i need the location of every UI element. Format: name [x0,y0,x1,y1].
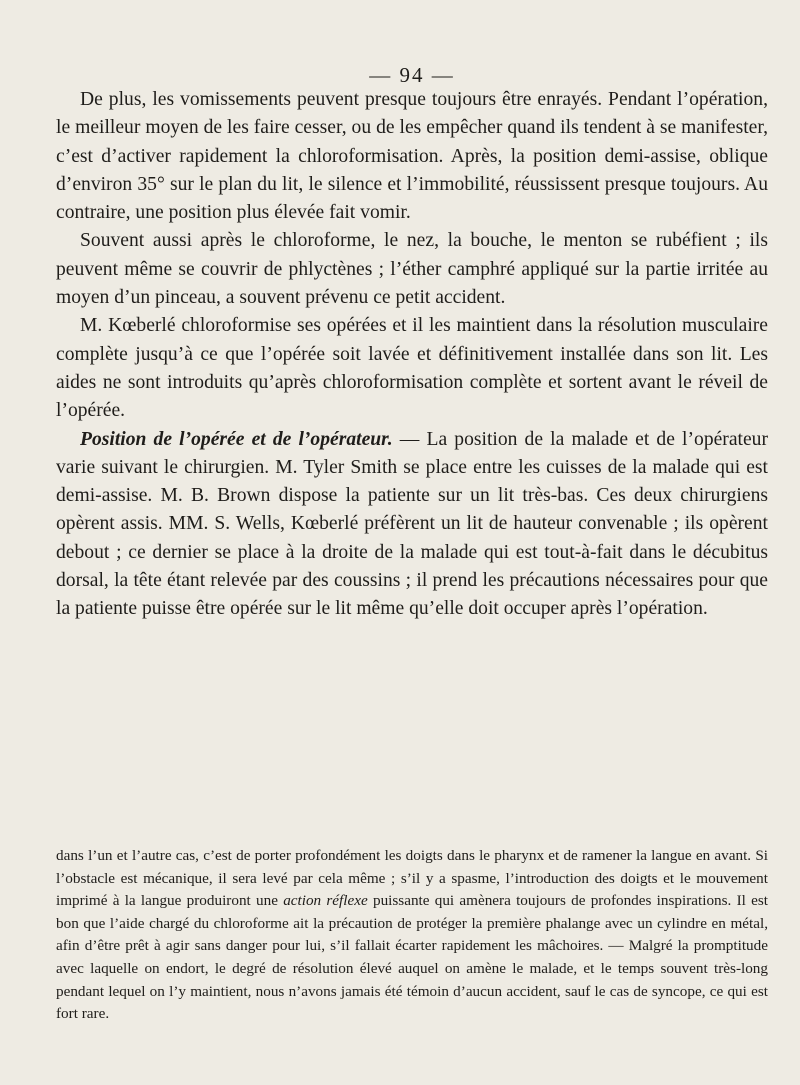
footnote [56,845,768,1026]
main-text [56,86,768,624]
footnote-paragraph [56,845,768,1026]
paragraph-koeberle-method: M. Kœberlé chloroformise ses opérées et il les maintient dans la résolution musculaire complète jusqu’à ce que l’opérée soit lavée et définitivement installée dans son lit. Les aides ne sont introduits qu’après chloroformisation complète et sortent avant le réveil de l’opérée. [56,315,768,422]
book-page [56,0,768,1085]
footnote-emphasis: action réflexe [283,892,368,910]
paragraph-rubefaction: Souvent aussi après le chloroforme, le nez, la bouche, le menton se rubéfient ; ils peuvent même se couvrir de phlyctènes ; l’éther camphré appliqué sur la partie irritée au moyen d’un pinceau, a souvent prévenu ce petit accident. [56,230,768,309]
paragraph-vomiting: De plus, les vomissements peuvent presque toujours être enrayés. Pendant l’opération, le meilleur moyen de les faire cesser, ou de les empêcher quand ils tendent à se manifester, c’est d’activer rapidement la chloroformisation. Après, la position demi-assise, oblique d’environ 35° sur le plan du lit, le silence et l’immobilité, réussissent presque toujours. Au contraire, une position plus élevée fait vomir. [56,89,768,224]
paragraph-position-text: — La position de la malade et de l’opérateur varie suivant le chirurgien. M. Tyler Smith se place entre les cuisses de la malade qui est demi-assise. M. B. Brown dispose la patiente sur un lit très-bas. Ces deux chirurgiens opèrent assis. MM. S. Wells, Kœberlé préfèrent un lit de hauteur convenable ; ils opèrent debout ; ce dernier se place à la droite de la malade qui est tout-à-fait dans le décubitus dorsal, la tête étant relevée par des coussins ; il prend les précautions nécessaires pour que la patiente puisse être opérée sur le lit même qu’elle doit occuper après l’opération. [56,428,768,620]
page-number: — 94 — [369,63,455,87]
paragraph-position [56,426,768,624]
section-heading: Position de l’opérée et de l’opérateur. [80,428,393,450]
footnote-text-start: dans l’un et l’autre cas, c’est de porter profondément les doigts dans le pharynx et de ramener la langue en avant. Si l’obstacle est mécanique, il sera levé par cela même ; s’il y a spasme, l’introduction des doigts et le mouvement imprimé à la langue produiront une [56,847,768,910]
footnote-text-end: puissante qui amènera toujours de profondes inspirations. Il est bon que l’aide chargé du chloroforme ait la précaution de protéger la première phalange avec un cylindre en métal, afin d’être prêt à agir sans danger pour lui, s’il fallait écarter rapidement les mâchoires. — Malgré la promptitude avec laquelle on endort, le degré de résolution élevé auquel on amène le malade, et le temps souvent très-long pendant lequel on l’y maintient, nous n’avons jamais été témoin d’aucun accident, sauf le cas de syncope, ce qui est fort rare. [56,892,768,1023]
